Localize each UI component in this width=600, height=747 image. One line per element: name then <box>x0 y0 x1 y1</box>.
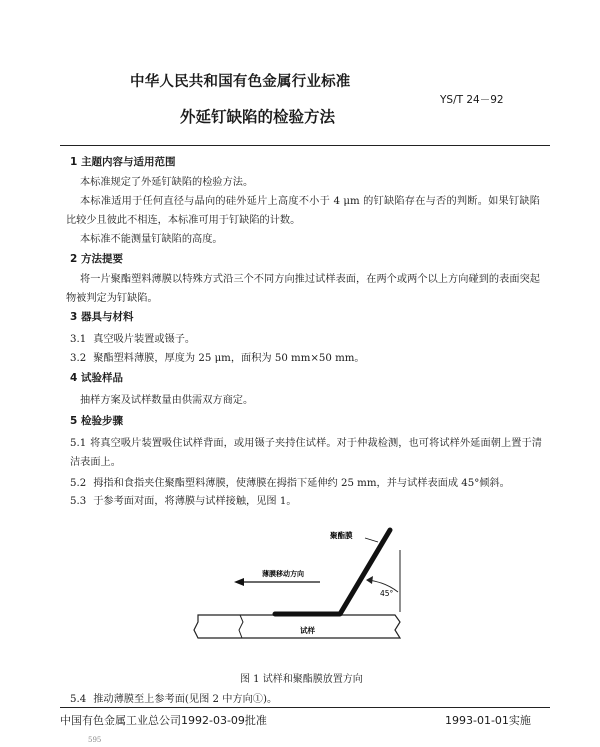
footer-rule <box>60 707 550 708</box>
section-2-para-1: 将一片聚酯塑料薄膜以特殊方式沿三个不同方向推过试样表面，在两个或两个以上方向碰到的表面突起物被判定为钉缺陷。 <box>66 274 540 304</box>
section-1-para-3: 本标准不能测量钉缺陷的高度。 <box>80 234 223 245</box>
figure-1-caption: 图 1 试样和聚酯膜放置方向 <box>240 674 363 685</box>
item-text: 聚酯塑料薄膜，厚度为 25 μm，面积为 50 mm×50 mm。 <box>93 353 365 364</box>
header-rule <box>60 145 550 146</box>
item-number: 5.1 <box>70 438 87 449</box>
std-code: YS/T 24－92 <box>440 94 504 106</box>
section-5-item-4 <box>70 690 277 705</box>
section-5-item-3 <box>70 492 297 507</box>
page-number: 595 <box>88 736 102 744</box>
org-title: 中华人民共和国有色金属行业标准 <box>130 74 351 90</box>
film-label: 聚酯膜 <box>330 531 353 540</box>
angle-label: 45° <box>380 589 394 598</box>
implementation-date: 1993-01-01实施 <box>445 714 531 727</box>
section-2-heading: 2 方法提要 <box>70 253 123 265</box>
item-number: 3.2 <box>70 353 87 364</box>
angle-arrowhead <box>366 576 373 584</box>
section-3-heading: 3 器具与材料 <box>70 311 134 323</box>
section-1-para-1: 本标准规定了外延钉缺陷的检验方法。 <box>80 177 254 188</box>
section-4-heading: 4 试验样品 <box>70 372 123 384</box>
sample-label: 试样 <box>300 626 315 635</box>
item-text: 真空吸片装置或镊子。 <box>93 334 196 345</box>
direction-label: 薄膜移动方向 <box>262 570 304 578</box>
sample-slab <box>194 615 400 638</box>
direction-arrowhead <box>234 578 244 586</box>
item-number: 5.3 <box>70 496 87 507</box>
approval-line: 中国有色金属工业总公司1992-03-09批准 <box>60 714 267 727</box>
item-number: 5.2 <box>70 478 87 489</box>
section-3-item-1 <box>70 330 195 345</box>
item-text: 推动薄膜至上参考面(见图 2 中方向①)。 <box>93 694 278 705</box>
item-text: 拇指和食指夹住聚酯塑料薄膜，使薄膜在拇指下延伸约 25 mm，并与试样表面成 45°倾斜。 <box>93 478 510 489</box>
section-5-item-2 <box>70 474 510 489</box>
item-text: 于参考面对面，将薄膜与试样接触，见图 1。 <box>93 496 297 507</box>
section-1-heading: 1 主题内容与适用范围 <box>70 156 176 168</box>
section-5-heading: 5 检验步骤 <box>70 415 123 427</box>
section-4-para-1: 抽样方案及试样数量由供需双方商定。 <box>80 395 254 406</box>
figure-1-diagram <box>190 520 420 660</box>
sample-break-mark <box>239 615 243 638</box>
film-leader-line <box>365 538 378 542</box>
section-5-item-1 <box>70 434 542 472</box>
item-number: 5.4 <box>70 694 87 705</box>
section-1-para-2: 本标准适用于任何直径与晶向的硅外延片上高度不小于 4 μm 的钉缺陷存在与否的判断。如果钉缺陷比较少且彼此不相连，本标准可用于钉缺陷的计数。 <box>66 196 540 226</box>
item-text: 将真空吸片装置吸住试样背面，或用镊子夹持住试样。对于仲裁检测，也可将试样外延面朝上置于清洁表面上。 <box>70 438 542 468</box>
item-number: 3.1 <box>70 334 87 345</box>
section-3-item-2 <box>70 349 365 364</box>
doc-title: 外延钉缺陷的检验方法 <box>180 108 336 126</box>
